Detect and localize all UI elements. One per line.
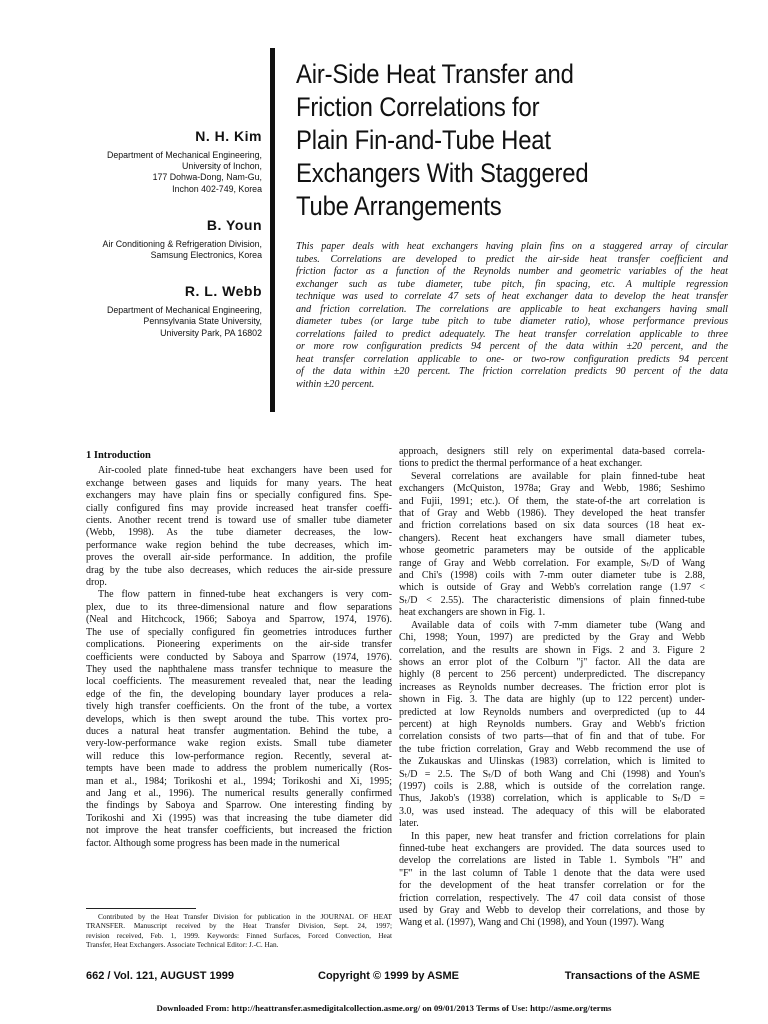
line-text: coefficients were conducted by Saboya and Sparrow (1974, 1976). [86, 651, 392, 663]
line-text: shown in Fig. 3. The data are highly (up to 122 percent) under- [399, 694, 705, 706]
line-text: cially configured fins may provide increased heat transfer coeffi- [86, 502, 392, 514]
line-text: cients. Another recent trend is toward use of smaller tube diameter [86, 515, 392, 527]
line-text: (Webb, 1998). As the tube diameter decreases, the low- [86, 527, 392, 539]
line-text: 3.0, was used instead. The adequacy of this will be elaborated [399, 805, 705, 817]
line-text: very-low-performance wake region exists. Small tube diameter [86, 738, 392, 750]
line-text: edge of the fin, the developing boundary layer produces a rela- [86, 688, 392, 700]
line-text: Available data of coils with 7-mm diameter tube (Wang and [411, 619, 705, 631]
line-text: Sₜ/D < 2.55). The characteristic dimensions of plain finned-tube [399, 594, 705, 606]
line-text: duces a natural heat transfer augmentation. Behind the tube, a [86, 725, 392, 737]
abs-line-text: diameter tubes (or large tube pitch to tube diameter ratio), whose performance previous [296, 316, 728, 328]
line-text: Thus, Jakob's (1938) correlation, which is applicable to Sₜ/D = [399, 793, 705, 805]
title-line-text: Tube Arrangements [296, 191, 502, 221]
line-text: correlation consists of two parts—that of fin and that of tube. For [399, 731, 705, 743]
abs-line-text: friction factor as a function of the Reynolds number and geometric variables of the heat [296, 266, 728, 278]
line-text: factor. Although some progress has been made in the numerical [86, 837, 340, 849]
line-text: Several correlations are available for plain finned-tube heat [411, 470, 705, 482]
abs-line-text: tubes. Correlations are developed to predict the air-side heat transfer coefficient and [296, 253, 728, 265]
line-text: They used the naphthalene mass transfer technique to measure the [86, 663, 392, 675]
line-text: for the development of the heat transfer correlation or for the [399, 880, 705, 892]
author-name: B. Youn [206, 216, 262, 233]
line-text: Chi, 1998; Youn, 1997) are predicted by the Gray and Webb [399, 632, 705, 644]
fn-line-text: Contributed by the Heat Transfer Division for publication in the JOURNAL OF HEAT [98, 912, 392, 921]
line-text: (1997) coils is 2.88, which is outside of the correlation range. [399, 780, 705, 792]
line-text: The flow pattern in finned-tube heat exchangers is very com- [98, 589, 392, 601]
footnote-rule [86, 908, 196, 909]
abs-line-text: of the data within ±20 percent. The friction correlation predicts 90 percent of the data [296, 366, 728, 378]
left-column-text [86, 465, 392, 850]
line-text: later. [399, 818, 419, 830]
footer-page-info: 662 / Vol. 121, AUGUST 1999 [86, 970, 234, 982]
abs-line-text: heat transfer correlation applicable to one- or two-row configuration predicts 94 percent [296, 353, 728, 365]
affiliation-line: University Park, PA 16802 [160, 327, 262, 339]
line-text: the findings by Saboya and Sparrow. One interesting finding by [86, 800, 392, 812]
line-text: Air-cooled plate finned-tube heat exchangers have been used for [98, 465, 392, 477]
author-webb [52, 283, 262, 339]
author-list [52, 128, 262, 361]
title-line-text: Exchangers With Staggered [296, 158, 589, 188]
line-text: highly (8 percent to 256 percent) underpredicted. The discrepancy [399, 669, 705, 681]
line-text: heat exchangers are shown in Fig. 1. [399, 607, 546, 619]
line-text: performance wake region behind the tube decreases, which im- [86, 539, 392, 551]
line-text: complications. Pioneering experiments on the air-side transfer [86, 639, 392, 651]
abs-line-text: within ±20 percent. [296, 379, 375, 391]
line-text: that of Gray and Webb (1986). They developed the heat transfer [399, 508, 705, 520]
line-text: man et al., 1984; Torikoshi et al., 1994; Torikoshi and Xi, 1995; [86, 775, 392, 787]
line-text: drag by the tube also decreases, which reduces the air-side pressure [86, 564, 392, 576]
line-text: "F" in the last column of Table 1 denote that the data were used [399, 867, 705, 879]
line-text: local coefficients. The measurement revealed that, near the leading [86, 676, 392, 688]
fn-line-text: revision received, Feb. 1, 1999. Keywords: Finned Surfaces, Forced Convection, Heat [86, 930, 392, 940]
author-youn [52, 217, 262, 261]
line-text: used by Gray and Webb to develop their correlations, and those by [399, 905, 705, 917]
author-name: N. H. Kim [195, 128, 262, 144]
line-text: finned-tube heat exchangers are provided. The data sources used to [399, 843, 705, 854]
line-text: develops, which is then swept around the tube. This vortex pro- [86, 713, 392, 725]
fn-line-text: TRANSFER. Manuscript received by the Heat Transfer Division, Sept. 24, 1997; [86, 921, 392, 931]
line-text: range of Gray and Webb correlation. For example, Sₜ/D of Wang [399, 557, 705, 569]
line-text: whose geometric parameters may be outside of the applicable [399, 545, 705, 557]
line-text: proves the overall air-side performance. In addition, the profile [86, 552, 392, 564]
abs-line-text: exchanger such as tube diameter, tube pitch, fin spacing, etc. A multiple regression [296, 278, 728, 290]
affiliation-line: Inchon 402-749, Korea [172, 183, 262, 195]
footer-journal: Transactions of the ASME [564, 970, 700, 982]
page-footer [86, 970, 700, 984]
line-text: and Jang et al., 1996). The numerical results generally confirmed [86, 787, 392, 799]
title-line-text: Friction Correlations for [296, 92, 540, 122]
abs-line-text: correlations failed to predict adequately. The heat transfer correlation applicable to three [296, 328, 728, 340]
line-text: changers). Recent heat exchangers have small diameter tubes, [399, 532, 705, 544]
affiliation-line: Pennsylvania State University, [143, 316, 262, 328]
footer-copyright: Copyright © 1999 by ASME [318, 970, 459, 982]
footnote [86, 912, 392, 950]
line-text: correlation, and the results are shown in Figs. 2 and 3. Figure 2 [399, 644, 705, 656]
affiliation-line: Department of Mechanical Engineering, [106, 150, 262, 161]
line-text: develop the correlations are listed in Table 1. Symbols "H" and [399, 855, 705, 867]
abs-line-text: and friction correlation. The correlations are applicable to heat exchangers having small [296, 303, 728, 315]
title-line-text: Air-Side Heat Transfer and [296, 59, 574, 89]
line-text: the tube friction correlation, Gray and Webb recommend the use of [399, 743, 705, 755]
affiliation-line: University of Inchon, [182, 161, 262, 173]
fn-line-text: Transfer, Heat Exchangers. Associate Technical Editor: J.-C. Han. [86, 940, 279, 950]
abstract [296, 241, 728, 392]
line-text: (Neal and Hitchcock, 1966; Saboya and Sparrow, 1974, 1976). [86, 614, 392, 626]
line-text: Sₜ/D = 2.5. The Sₜ/D of both Wang and Chi (1998) and Youn's [399, 768, 705, 780]
line-text: not improve the heat transfer coefficients, but increased the friction [86, 825, 392, 837]
line-text: tempts have been made to address the problem numerically (Ros- [86, 763, 392, 775]
title-divider-rule [270, 48, 275, 412]
line-text: and Chi's (1998) coils with 7-mm outer diameter tube is 2.88, [399, 570, 705, 582]
right-column-text [399, 446, 705, 930]
line-text: and Fujii, 1991; etc.). Of them, the state-of-the art correlation is [399, 495, 705, 507]
title-line-text: Plain Fin-and-Tube Heat [296, 125, 551, 155]
line-text: tively high transfer coefficients. On the front of the tube, a vortex [86, 701, 392, 713]
line-text: increases as Reynolds number decreases. The friction error plot is [399, 681, 705, 693]
line-text: approach, designers still rely on experimental data-based correla- [399, 446, 705, 457]
download-notice: Downloaded From: http://heattransfer.asmedigitalcollection.asme.org/ on 09/01/2013 Terms of Use: http://asme.org/terms [156, 1003, 612, 1013]
body-column-left [86, 450, 392, 850]
abs-line-text: technique was used to correlate 47 sets of heat exchanger data to develop the heat transfer [296, 291, 728, 303]
line-text: exchangers may have plain fins or specially configured fins. Spe- [86, 490, 392, 502]
line-text: plex, due to its three-dimensional nature and flow separations [86, 601, 392, 613]
line-text: will reduce this low-performance region. Recently, several at- [86, 750, 392, 762]
line-text: The use of specially configured fin geometries introduces further [86, 626, 392, 638]
line-text: percent) at high Reynolds numbers. Gray and Webb's friction [399, 718, 705, 730]
line-text: which is outside of Gray and Webb's correlation range (1.97 < [399, 582, 705, 594]
line-text: drop. [86, 577, 107, 589]
affiliation-line: Air Conditioning & Refrigeration Division, [102, 238, 262, 250]
line-text: tions to predict the thermal performance of a heat exchanger. [399, 458, 643, 470]
line-text: Wang et al. (1997), Wang and Chi (1998), and Youn (1997). Wang [399, 917, 664, 929]
line-text: predicted at low Reynolds numbers and overpredicted (up to 44 [399, 706, 705, 718]
line-text: Torikoshi and Xi (1995) was that increasing the tube diameter did [86, 812, 392, 824]
line-text: exchangers (McQuiston, 1978a; Gray and Webb, 1986; Seshimo [399, 483, 705, 495]
abs-line-text: or more row configuration predicts 94 percent of the data within ±20 percent, and the [296, 341, 728, 353]
abs-line-text: This paper deals with heat exchangers having plain fins on a staggered array of circular [296, 241, 728, 252]
line-text: the Zukauskas and Ulinskas (1983) correlation, which is limited to [399, 756, 705, 768]
paper-title [296, 58, 692, 223]
affiliation-line: 177 Dohwa-Dong, Nam-Gu, [152, 172, 262, 184]
line-text: friction correlation, respectively. The 47 coil data consist of those [399, 892, 705, 904]
line-text: and friction correlations based on six data sources (18 heat ex- [399, 520, 705, 532]
line-text: exchange between gases and liquids for many years. The heat [86, 477, 392, 489]
line-text: In this paper, new heat transfer and friction correlations for plain [411, 830, 705, 842]
body-column-right [399, 446, 705, 930]
author-name: R. L. Webb [184, 283, 262, 300]
line-text: shows an error plot of the Colburn "j" factor. All the data are [399, 656, 705, 668]
affiliation-line: Department of Mechanical Engineering, [106, 305, 262, 317]
author-kim [52, 128, 262, 195]
affiliation-line: Samsung Electronics, Korea [150, 250, 262, 262]
section-heading: 1 Introduction [86, 450, 151, 461]
